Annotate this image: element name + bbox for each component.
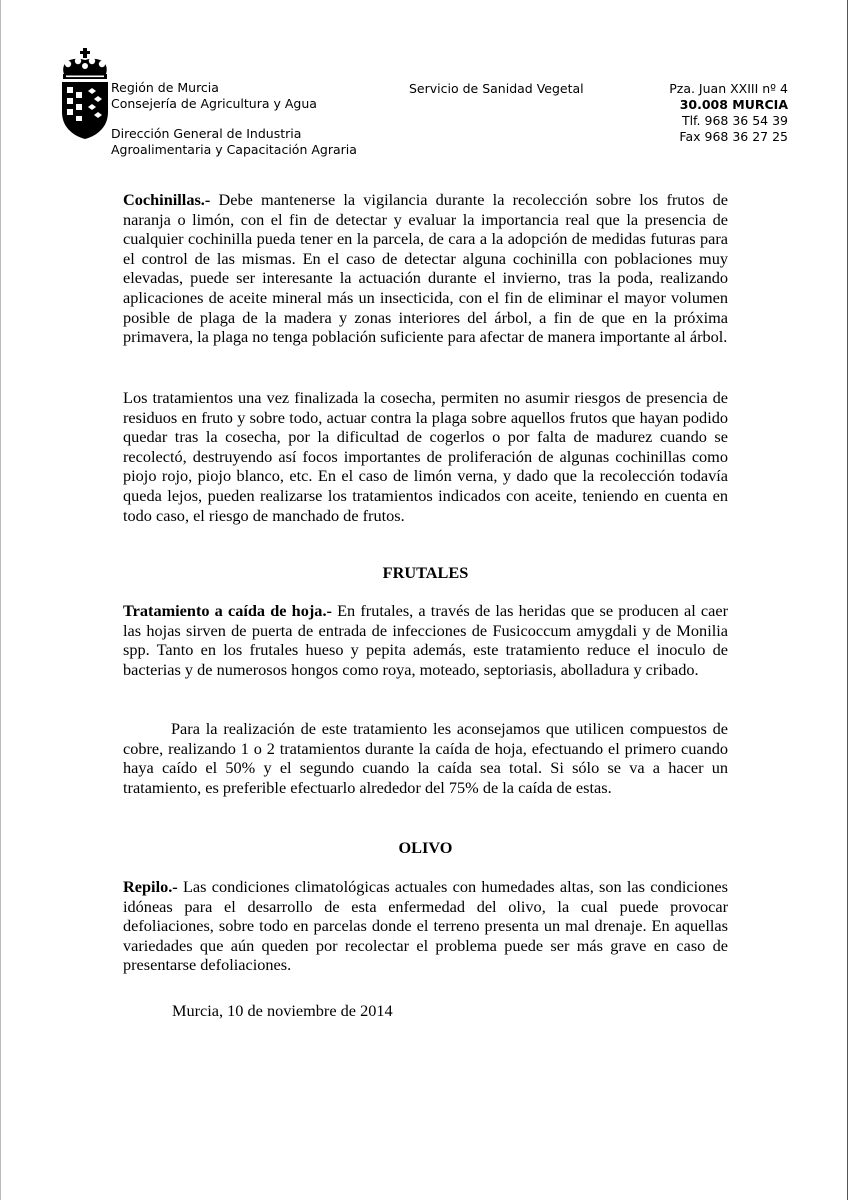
header-service-name: Servicio de Sanidad Vegetal [409, 81, 584, 96]
paragraph-text: Para la realización de este tratamiento les aconsejamos que utilicen compuestos de cobre, realizando 1 o 2 tratamientos durante la caída de hoja, efectuando el primero cuando haya caído el 50% y el segundo cuando la caída sea total. Si sólo se va a hacer un tratamiento, es preferible efectuarlo alrededor del 75% de la caída de estas. [123, 719, 728, 797]
header-directorate-block [111, 126, 357, 158]
section-heading-olivo: OLIVO [398, 838, 453, 857]
paragraph-text: Los tratamientos una vez finalizada la cosecha, permiten no asumir riesgos de presencia de residuos en fruto y sobre todo, actuar contra la plaga sobre aquellos frutos que hayan podido quedar tras la cosecha, por la dificultad de cogerlos o por falta de madurez cuando se recolectó, destruyendo así focos importantes de proliferación de algunas cochinillas como piojo rojo, piojo blanco, etc. En el caso de limón verna, y dado que la recolección todavía queda lejos, pueden realizarse los tratamientos indicados con aceite, teniendo en cuenta en todo caso, el riesgo de manchado de frutos. [123, 388, 728, 525]
paragraph-lead: Cochinillas.- [123, 190, 211, 209]
paragraph-recomendacion [123, 719, 728, 797]
paragraph-caida-hoja [123, 601, 728, 679]
paragraph-text: En frutales, a través de las heridas que se producen al caer las hojas sirven de puerta de entrada de infecciones de Fusicoccum amygdali y de Monilia spp. Tanto en los frutales hueso y pepita además, este tratamiento reduce el inoculo de bacterias y de numerosos hongos como roya, moteado, septoriasis, abolladura y cribado. [123, 601, 728, 679]
header-directorate-line2: Agroalimentaria y Capacitación Agraria [111, 142, 357, 157]
header-contact-block [620, 81, 788, 145]
paragraph-repilo [123, 877, 728, 975]
header-city: 30.008 MURCIA [679, 97, 788, 112]
header-fax: Fax 968 36 27 25 [679, 129, 788, 144]
region-coat-of-arms-icon [58, 48, 112, 140]
header-region-name: Región de Murcia [111, 80, 219, 95]
header-address: Pza. Juan XXIII nº 4 [669, 81, 788, 96]
paragraph-lead: Tratamiento a caída de hoja.- [123, 601, 332, 620]
paragraph-cochinillas [123, 190, 728, 347]
page-edge-left [0, 0, 1, 1200]
section-heading-frutales: FRUTALES [382, 563, 469, 582]
paragraph-tratamientos [123, 388, 728, 525]
document-date: Murcia, 10 de noviembre de 2014 [172, 1001, 393, 1020]
paragraph-text: Debe mantenerse la vigilancia durante la recolección sobre los frutos de naranja o limón, con el fin de detectar y evaluar la importancia real que la presencia de cualquier cochinilla pueda tener en la parcela, de cara a la adopción de medidas futuras para el control de las mismas. En el caso de detectar alguna cochinilla con poblaciones muy elevadas, puede ser interesante la actuación durante el invierno, tras la poda, realizando aplicaciones de aceite mineral más un insecticida, con el fin de eliminar el mayor volumen posible de plaga de la madera y zonas interiores del árbol, a fin de que en la próxima primavera, la plaga no tenga población suficiente para afectar de manera importante al árbol. [123, 190, 728, 347]
header-department-name: Consejería de Agricultura y Agua [111, 96, 317, 111]
page-edge-right [847, 0, 848, 1200]
header-directorate-line1: Dirección General de Industria [111, 126, 302, 141]
paragraph-text: Las condiciones climatológicas actuales con humedades altas, son las condiciones idóneas para el desarrollo de esta enfermedad del olivo, la cual puede provocar defoliaciones, sobre todo en parcelas donde el terreno presenta un mal drenaje. En aquellas variedades que aún queden por recolectar el problema puede ser más grave en caso de presentarse defoliaciones. [123, 877, 728, 975]
header-region-block [111, 80, 317, 112]
paragraph-lead: Repilo.- [123, 877, 178, 896]
header-phone: Tlf. 968 36 54 39 [681, 113, 788, 128]
